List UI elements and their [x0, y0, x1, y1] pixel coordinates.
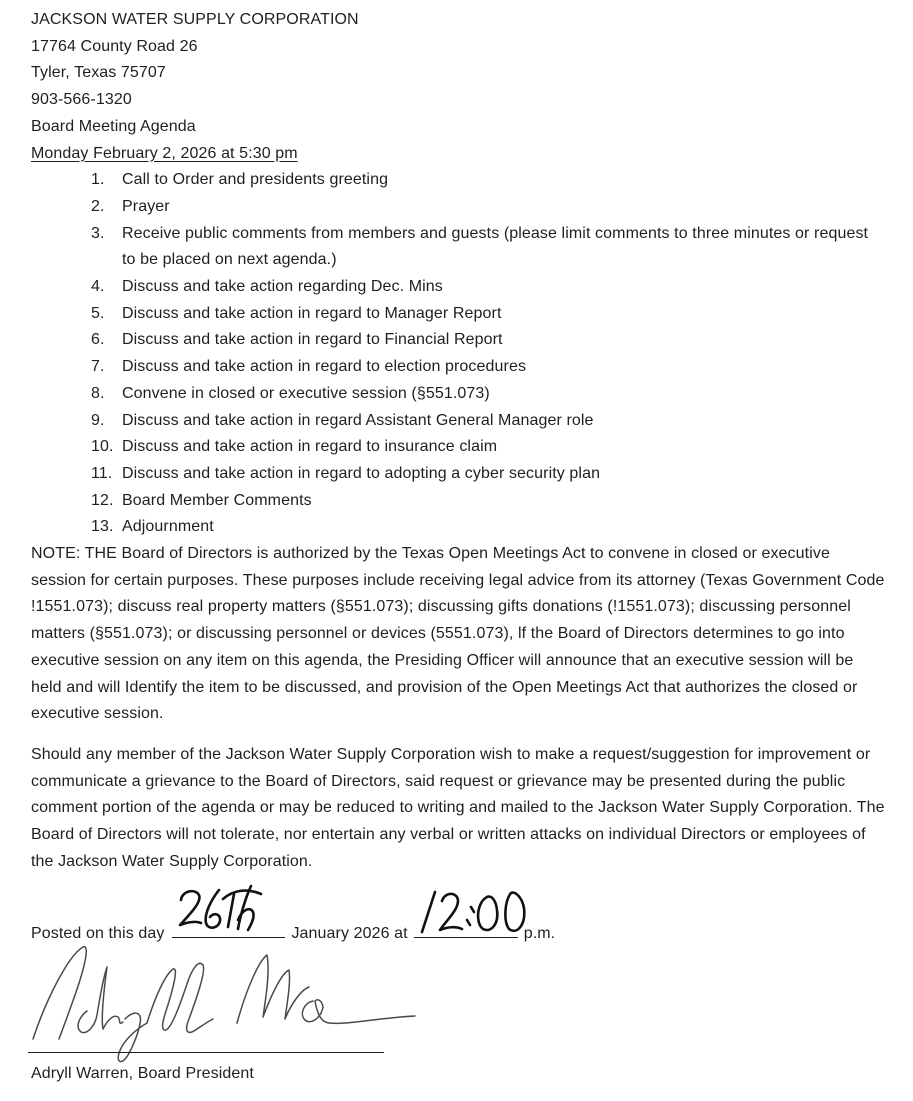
agenda-item-text: Receive public comments from members and guests (please limit comments to three minutes or request to be placed on next agenda.) — [122, 224, 869, 269]
agenda-item-number: 9. — [91, 411, 105, 429]
agenda-item — [31, 381, 885, 408]
posted-suffix: p.m. — [523, 924, 556, 942]
agenda-item — [31, 461, 885, 488]
posted-prefix: Posted on this day — [31, 924, 165, 942]
agenda-item-number: 10. — [91, 438, 114, 456]
handwritten-day-26th — [174, 884, 286, 936]
agenda-item — [31, 301, 885, 328]
posted-middle: January 2026 at — [291, 924, 408, 942]
posted-time-blank — [414, 920, 518, 938]
agenda-item — [31, 354, 885, 381]
agenda-item-number: 3. — [91, 224, 105, 242]
agenda-item-text: Discuss and take action regarding Dec. Mins — [122, 278, 443, 296]
document-title: Board Meeting Agenda — [31, 117, 196, 135]
agenda-item-number: 2. — [91, 197, 105, 215]
address-street: 17764 County Road 26 — [31, 37, 198, 55]
agenda-item — [31, 194, 885, 221]
agenda-item-text: Prayer — [122, 197, 170, 215]
agenda-item — [31, 408, 885, 435]
document-header — [31, 7, 885, 167]
agenda-item-number: 12. — [91, 491, 114, 509]
agenda-item — [31, 434, 885, 461]
agenda-item — [31, 488, 885, 515]
agenda-item-number: 6. — [91, 331, 105, 349]
agenda-item — [31, 274, 885, 301]
agenda-item-number: 13. — [91, 518, 114, 536]
agenda-item — [31, 167, 885, 194]
agenda-item-number: 5. — [91, 304, 105, 322]
agenda-item-number: 11. — [91, 464, 113, 482]
org-name: JACKSON WATER SUPPLY CORPORATION — [31, 11, 359, 28]
meeting-datetime: Monday February 2, 2026 at 5:30 pm — [31, 144, 298, 162]
document-page — [31, 7, 885, 1088]
agenda-item-text: Discuss and take action in regard to election procedures — [122, 358, 527, 376]
agenda-item-number: 1. — [91, 171, 105, 189]
agenda-item-number: 4. — [91, 278, 105, 296]
agenda-item-text: Call to Order and presidents greeting — [122, 171, 389, 189]
agenda-item-text: Discuss and take action in regard to Manager Report — [122, 304, 502, 322]
agenda-item-text: Adjournment — [122, 518, 214, 536]
grievance-paragraph: Should any member of the Jackson Water Supply Corporation wish to make a request/suggestion for improvement or communicate a grievance to the Board of Directors, said request or grievance may be presented during the public comment portion of the agenda or may be reduced to writing and mailed to the Jackson Water Supply Corporation. The Board of Directors will not tolerate, nor entertain any verbal or written attacks on individual Directors or employees of the Jackson Water Supply Corporation. — [31, 745, 885, 870]
agenda-item-text: Board Member Comments — [122, 491, 312, 509]
agenda-item-text: Discuss and take action in regard Assistant General Manager role — [122, 411, 594, 429]
agenda-item-number: 7. — [91, 358, 105, 376]
signature-line — [28, 1052, 384, 1053]
phone-number: 903-566-1320 — [31, 91, 132, 109]
agenda-item-text: Discuss and take action in regard to Financial Report — [122, 331, 503, 349]
posted-line — [31, 920, 885, 948]
signer-name-title: Adryll Warren, Board President — [31, 1065, 254, 1083]
agenda-item — [31, 514, 885, 541]
signature-block — [31, 949, 885, 1061]
agenda-item-number: 8. — [91, 384, 105, 402]
agenda-list — [31, 167, 885, 541]
note-paragraph: NOTE: THE Board of Directors is authorized by the Texas Open Meetings Act to convene in closed or executive session for certain purposes. These purposes include receiving legal advice from its attorney (Texas Government Code !1551.073); discuss real property matters (§551.073); discussing gifts donations (!1551.073); discussing personnel matters (§551.073); or discussing personnel or devices (5551.073), lf the Board of Directors determines to go into executive session on any item on this agenda, the Presiding Officer will announce that an executive session will be held and will Identify the item to be discussed, and provision of the Open Meetings Act that authorizes the closed or executive session. — [31, 545, 885, 723]
agenda-item-text: Convene in closed or executive session (§551.073) — [122, 384, 490, 402]
posted-day-blank — [172, 920, 285, 938]
signature-handwriting — [25, 924, 425, 1062]
address-city: Tyler, Texas 75707 — [31, 64, 166, 82]
agenda-item — [31, 327, 885, 354]
agenda-item-text: Discuss and take action in regard to insurance claim — [122, 438, 498, 456]
agenda-item-text: Discuss and take action in regard to adopting a cyber security plan — [122, 464, 601, 482]
agenda-item — [31, 221, 885, 274]
handwritten-time-1200 — [412, 885, 532, 943]
